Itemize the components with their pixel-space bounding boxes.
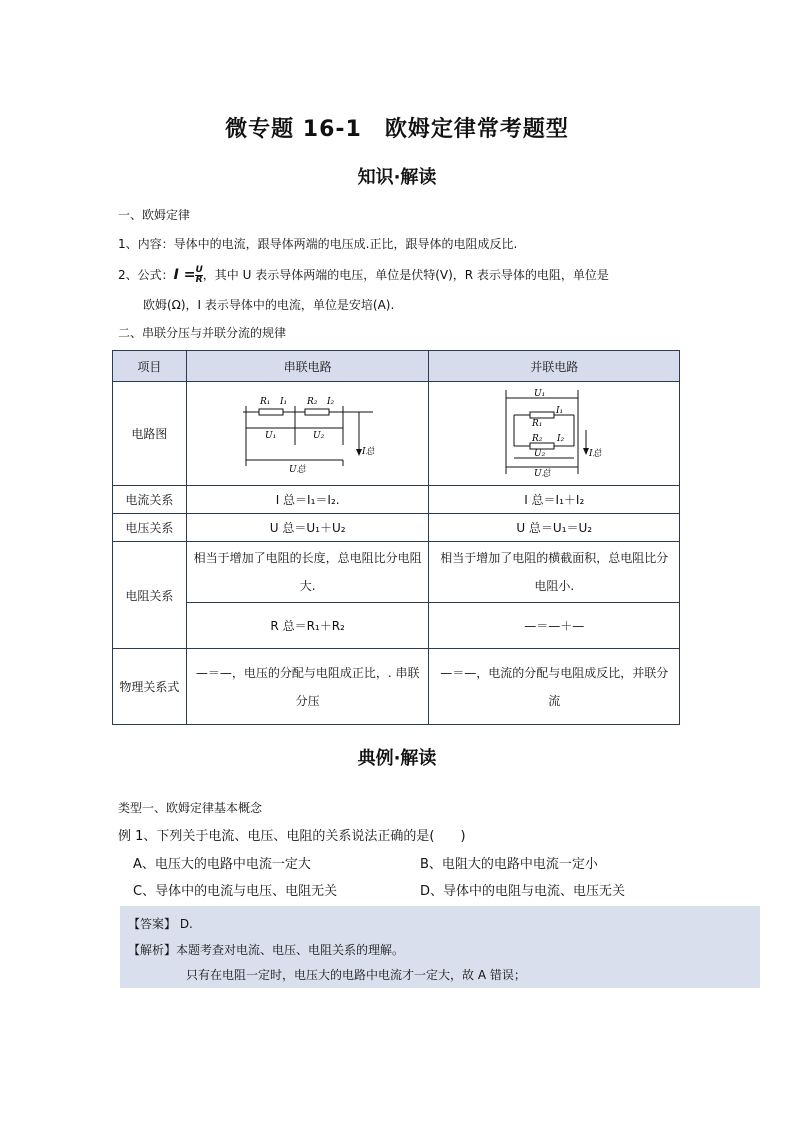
- series-physics: —＝—，电压的分配与电阻成正比，. 串联分压: [186, 649, 429, 725]
- analysis-line: 【解析】本题考查对电流、电压、电阻关系的理解。: [128, 943, 405, 957]
- parallel-i2-label: I₂: [557, 434, 565, 444]
- parallel-voltage: U 总＝U₁＝U₂: [429, 514, 680, 542]
- example1-option-a: A、电压大的电路中电流一定大: [133, 857, 311, 872]
- row-label-current: 电流关系: [113, 486, 187, 514]
- header-parallel: 并联电路: [429, 351, 680, 382]
- parallel-r1-label: R₁: [532, 419, 543, 429]
- series-u-total-label: U总: [288, 465, 306, 475]
- series-i-total-label: I总: [361, 447, 375, 457]
- ohm-formula-line2: 欧姆(Ω)，I 表示导体中的电流，单位是安培(A).: [143, 298, 395, 312]
- example1-option-d: D、导体中的电阻与电流、电压无关: [420, 884, 626, 899]
- example1-option-b: B、电阻大的电路中电流一定小: [420, 857, 598, 872]
- parallel-current: I 总＝I₁＋I₂: [429, 486, 680, 514]
- table-header-row: [113, 351, 680, 382]
- formula-i: I =: [173, 267, 196, 283]
- parallel-u-total-label: U总: [534, 469, 551, 479]
- table-row-physics: [113, 649, 680, 725]
- series-parallel-table: [112, 350, 680, 725]
- formula-description: ，其中 U 表示导体两端的电压，单位是伏特(V)，R 表示导体的电阻，单位是: [202, 268, 609, 282]
- rules-heading: 二、串联分压与并联分流的规律: [118, 326, 287, 340]
- analysis-detail: 只有在电阻一定时，电压大的电路中电流才一定大，故 A 错误；: [186, 968, 526, 982]
- series-u2-label: U₂: [312, 431, 324, 441]
- row-label-voltage: 电压关系: [113, 514, 187, 542]
- parallel-resistance-text: 相当于增加了电阻的横截面积，总电阻比分电阻小.: [429, 542, 680, 603]
- table-row-diagram: [113, 382, 680, 486]
- parallel-physics: —＝—，电流的分配与电阻成反比，并联分流: [429, 649, 680, 725]
- ohm-formula: [118, 266, 609, 285]
- parallel-circuit-diagram: [504, 386, 604, 478]
- formula-prefix: 2、公式：: [118, 268, 174, 282]
- parallel-circuit-cell: [429, 382, 680, 486]
- series-u1-label: U₁: [264, 431, 276, 441]
- series-r2-label: R₂: [306, 397, 318, 407]
- table-row-voltage: [113, 514, 680, 542]
- formula-denominator: R: [195, 275, 203, 285]
- answer-box: [120, 906, 760, 988]
- series-current: I 总＝I₁＝I₂.: [186, 486, 429, 514]
- parallel-i-total-label: I总: [589, 449, 602, 459]
- header-series: 串联电路: [186, 351, 429, 382]
- example1-option-c: C、导体中的电流与电压、电阻无关: [133, 884, 338, 899]
- answer-line: 【答案】 D.: [128, 917, 193, 931]
- table-row-resistance-formula: [113, 603, 680, 649]
- type1-heading: 类型一、欧姆定律基本概念: [118, 801, 263, 815]
- table-row-current: [113, 486, 680, 514]
- parallel-r2-label: R₂: [532, 434, 543, 444]
- parallel-resistance-formula: —＝—＋—: [429, 603, 680, 649]
- row-label-physics: 物理关系式: [113, 649, 187, 725]
- series-i1-label: I₁: [279, 397, 287, 407]
- ohm-heading: 一、欧姆定律: [118, 208, 191, 222]
- series-resistance-text: 相当于增加了电阻的长度，总电阻比分电阻大.: [186, 542, 429, 603]
- example1-question: 例 1、下列关于电流、电压、电阻的关系说法正确的是( ): [118, 829, 466, 844]
- series-i2-label: I₂: [326, 397, 334, 407]
- row-label-diagram: 电路图: [113, 382, 187, 486]
- parallel-i1-label: I₁: [556, 406, 564, 416]
- ohm-content: 1、内容：导体中的电流，跟导体两端的电压成.正比，跟导体的电阻成反比.: [118, 237, 518, 251]
- series-circuit-diagram: [243, 390, 373, 474]
- formula-numerator: U: [195, 265, 203, 275]
- series-resistance-formula: R 总＝R₁＋R₂: [186, 603, 429, 649]
- row-label-resistance: 电阻关系: [113, 542, 187, 649]
- parallel-u1-label: U₁: [534, 389, 546, 399]
- header-item: 项目: [113, 351, 187, 382]
- parallel-u2-label: U₂: [534, 449, 546, 459]
- table-row-resistance-text: [113, 542, 680, 603]
- series-r1-label: R₁: [259, 397, 271, 407]
- section-knowledge-title: 知识·解读: [357, 167, 437, 188]
- page-title: 微专题 16-1 欧姆定律常考题型: [225, 117, 569, 142]
- series-circuit-cell: [186, 382, 429, 486]
- series-voltage: U 总＝U₁＋U₂: [186, 514, 429, 542]
- formula-fraction: [195, 266, 202, 285]
- section-examples-title: 典例·解读: [357, 748, 437, 769]
